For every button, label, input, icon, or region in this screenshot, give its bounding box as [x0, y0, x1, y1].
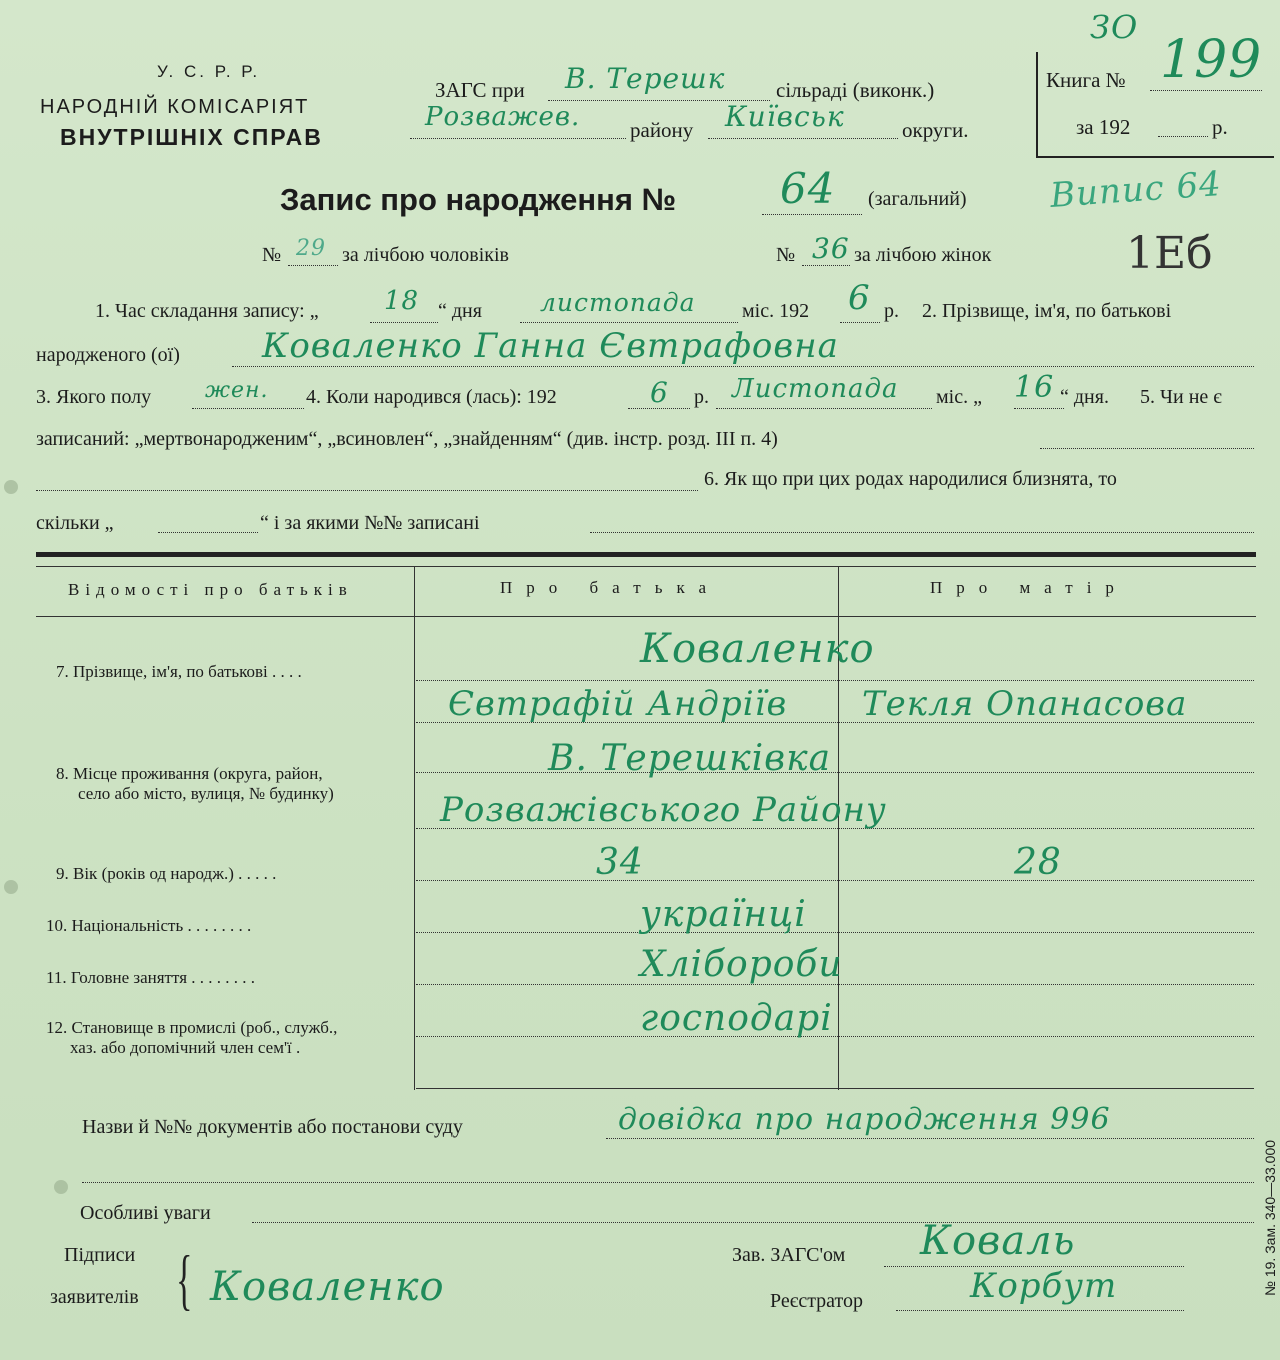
dotted-line [762, 214, 862, 215]
book-corner-note: ЗО [1090, 8, 1139, 46]
field2-label: 2. Прізвище, ім'я, по батькові [922, 300, 1172, 322]
men-prefix: № [262, 244, 282, 266]
raion-label: району [630, 118, 694, 142]
birth-month-value: Листопада [732, 374, 899, 404]
field4-mis: міс. „ [936, 386, 982, 408]
dotted-line [708, 138, 898, 139]
book-year-suffix: р. [1212, 115, 1228, 139]
row11-label: 11. Головне заняття . . . . . . . . [46, 968, 256, 987]
signatures-label-2: заявителів [50, 1286, 139, 1308]
child-name-value: Коваленко Ганна Євтрафовна [262, 326, 839, 366]
residence-district: Розважівського Району [440, 790, 887, 830]
dotted-line [416, 680, 1254, 681]
dotted-line [252, 1222, 1254, 1223]
field1-month: листопада [540, 288, 696, 317]
field1-day-suffix: “ дня [438, 300, 482, 322]
dotted-line [416, 1036, 1254, 1037]
print-code: № 19. Зам. 340—33.000 [1262, 1139, 1278, 1297]
field1-year: 6 [848, 278, 871, 318]
signatures-brace: { [176, 1241, 193, 1317]
selradi-label: сільраді (виконк.) [776, 78, 935, 102]
dotted-line [416, 772, 1254, 773]
dotted-line [410, 138, 626, 139]
col-header-father: Про батька [500, 578, 721, 597]
surname-value: Коваленко [640, 626, 875, 672]
men-count: 29 [296, 236, 326, 261]
zags-head-label: Зав. ЗАГС'ом [732, 1244, 846, 1266]
dotted-line [416, 932, 1254, 933]
mother-name-value: Текля Опанасова [862, 684, 1188, 724]
dotted-line [158, 532, 258, 533]
dotted-line [82, 1182, 1254, 1183]
header-ussr: У. С. Р. Р. [157, 62, 261, 81]
registrar-signature: Корбут [970, 1266, 1118, 1306]
field1-label: 1. Час складання запису: „ [95, 300, 319, 322]
dotted-line [1150, 90, 1262, 91]
col-header-parents: Відомості про батьків [68, 580, 353, 599]
special-label: Особливі уваги [80, 1202, 211, 1224]
dotted-line [716, 408, 932, 409]
field3-label: 3. Якого полу [36, 386, 152, 408]
birth-year-value: 6 [650, 376, 669, 409]
field4-r: р. [694, 386, 709, 408]
status-value: господарі [640, 998, 833, 1039]
table-rule [416, 1088, 1254, 1089]
field1-mis: міс. 192 [742, 300, 810, 322]
registrar-label: Реєстратор [770, 1290, 864, 1312]
row10-label: 10. Національність . . . . . . . . [46, 916, 252, 935]
field4-label: 4. Коли народився (лась): 192 [306, 386, 557, 408]
col-header-mother: Про матір [930, 578, 1128, 597]
punch-hole [4, 480, 18, 494]
dotted-line [1040, 448, 1254, 449]
docs-value: довідка про народження 996 [618, 1102, 1111, 1137]
row8-label: 8. Місце проживання (округа, район, [56, 764, 323, 783]
book-year-label: за 192 [1076, 115, 1131, 139]
stamp-number: 1Еб [1126, 228, 1213, 279]
field1-r: р. [884, 300, 899, 322]
dotted-line [896, 1310, 1184, 1311]
field4-day-suffix: “ дня. [1060, 386, 1109, 408]
table-top-rule [36, 552, 1256, 557]
father-age-value: 34 [596, 842, 644, 883]
women-prefix: № [776, 244, 796, 266]
docs-label: Назви й №№ документів або постанови суду [82, 1116, 463, 1138]
dotted-line [36, 490, 698, 491]
table-vrule [414, 566, 415, 1090]
row12-label: 12. Становище в промислі (роб., служб., [46, 1018, 338, 1037]
table-rule [36, 566, 1256, 567]
margin-note: Випис 64 [1048, 164, 1223, 216]
father-name-value: Євтрафій Андріїв [448, 684, 788, 724]
dotted-line [1158, 136, 1208, 137]
book-label: Книга № [1046, 68, 1126, 92]
men-label: за лічбою чоловіків [342, 244, 509, 266]
zags-head-signature: Коваль [920, 1218, 1076, 1264]
row9-label: 9. Вік (років од народж.) . . . . . [56, 864, 277, 883]
women-label: за лічбою жінок [854, 244, 992, 266]
dotted-line [1014, 408, 1064, 409]
table-rule [36, 616, 1256, 617]
punch-hole [54, 1180, 68, 1194]
row8-label2: село або місто, вулиця, № будинку) [78, 784, 334, 803]
record-title: Запис про народження № [280, 182, 677, 217]
field6-label: 6. Як що при цих родах народилися близнята, то [704, 468, 1117, 490]
field6-label2a: скільки „ [36, 512, 114, 534]
book-number: 199 [1160, 30, 1263, 90]
dotted-line [288, 265, 338, 266]
record-general-label: (загальний) [868, 188, 967, 210]
row12-label2: хаз. або допомічний член сем'ї . [70, 1038, 301, 1057]
dotted-line [840, 322, 880, 323]
header-commissariat: НАРОДНІЙ КОМІСАРІЯТ [40, 96, 310, 118]
dotted-line [232, 366, 1254, 367]
signatures-label-1: Підписи [64, 1244, 136, 1266]
header-dept: ВНУТРІШНІХ СПРАВ [60, 124, 323, 150]
sex-value: жен. [205, 378, 269, 403]
zags-prefix: ЗАГС при [435, 78, 525, 102]
okrug-value: Київськ [725, 100, 845, 133]
dotted-line [416, 880, 1254, 881]
punch-hole [4, 880, 18, 894]
dotted-line [590, 532, 1254, 533]
field1-day: 18 [384, 286, 420, 316]
mother-age-value: 28 [1014, 842, 1062, 883]
nationality-value: українці [640, 894, 807, 935]
dotted-line [192, 408, 304, 409]
dotted-line [370, 322, 438, 323]
women-count: 36 [812, 232, 850, 265]
residence-village: В. Терешківка [548, 738, 832, 779]
field2-label2: народженого (ої) [36, 344, 180, 366]
field5-label2: записаний: „мертвонародженим“, „всиновлен“, „знайденням“ (див. інстр. розд. ІІІ п. 4) [36, 428, 778, 450]
occupation-value: Хлібороби [640, 944, 843, 985]
district-value: Розважев. [425, 102, 581, 132]
dotted-line [520, 322, 738, 323]
row7-label: 7. Прізвище, ім'я, по батькові . . . . [56, 662, 302, 681]
village-council-value: В. Терешк [565, 62, 726, 95]
applicant-signature: Коваленко [210, 1264, 445, 1310]
field5-label: 5. Чи не є [1140, 386, 1222, 408]
birth-day-value: 16 [1014, 370, 1055, 405]
field6-label2b: “ і за якими №№ записані [260, 512, 480, 534]
okrug-label: округи. [902, 118, 969, 142]
dotted-line [606, 1138, 1254, 1139]
dotted-line [802, 265, 850, 266]
record-number: 64 [780, 164, 836, 213]
